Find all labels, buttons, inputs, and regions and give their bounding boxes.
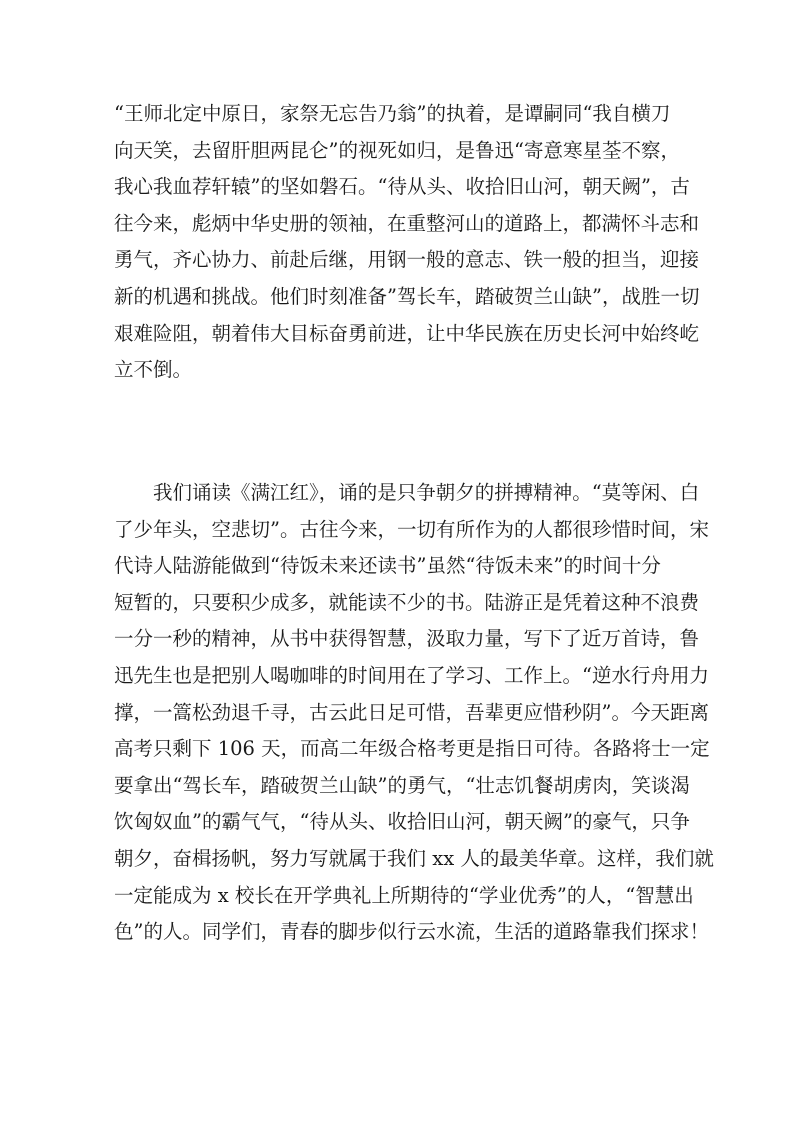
- paragraph-line: 撑，一篙松劲退千寻，古云此日足可惜，吾辈更应惜秒阴”。今天距离: [114, 700, 709, 724]
- paragraph-line: “王师北定中原日，家祭无忘告乃翁”的执着，是谭嗣同“我自横刀: [114, 102, 671, 125]
- paragraph-line: 要拿出“驾长车，踏破贺兰山缺”的勇气，“壮志饥餐胡虏肉，笑谈渴: [114, 773, 690, 797]
- paragraph-line: 我们诵读《满江红》，诵的是只争朝夕的拼搏精神。“莫等闲、白: [114, 481, 700, 504]
- paragraph-line: 了少年头，空悲切”。古往今来，一切有所作为的人都很珍惜时间，宋: [114, 517, 709, 541]
- paragraph-line: 代诗人陆游能做到“待饭未来还读书”虽然“待饭未来”的时间十分: [114, 554, 661, 578]
- paragraph-line: 色”的人。同学们，青春的脚步似行云水流，生活的道路靠我们探求！: [114, 920, 709, 944]
- paragraph-line: 艰难险阻，朝着伟大目标奋勇前进，让中华民族在历史长河中始终屹: [114, 321, 700, 345]
- paragraph-line: 向天笑，去留肝胆两昆仑”的视死如归，是鲁迅“寄意寒星荃不察，: [114, 138, 680, 162]
- paragraph-line: 一分一秒的精神，从书中获得智慧，汲取力量，写下了近万首诗，鲁: [114, 627, 700, 651]
- paragraph-line: 往今来，彪炳中华史册的领袖，在重整河山的道路上，都满怀斗志和: [114, 211, 700, 235]
- paragraph-1: [114, 96, 700, 389]
- paragraph-line: 饮匈奴血”的霸气气，“待从头、收拾旧山河，朝天阙”的豪气，只争: [114, 810, 690, 834]
- paragraph-line: 勇气，齐心协力、前赴后继，用钢一般的意志、铁一般的担当，迎接: [114, 248, 700, 272]
- paragraph-line: 我心我血荐轩辕”的坚如磐石。“待从头、收拾旧山河，朝天阙”，古: [114, 175, 690, 199]
- paragraph-line: 高考只剩下 106 天，而高二年级合格考更是指日可待。各路将士一定: [114, 737, 710, 761]
- paragraph-line: 短暂的，只要积少成多，就能读不少的书。陆游正是凭着这种不浪费: [114, 590, 700, 614]
- paragraph-line: 迅先生也是把别人喝咖啡的时间用在了学习、工作上。“逆水行舟用力: [114, 663, 709, 687]
- paragraph-line: 一定能成为 x 校长在开学典礼上所期待的“学业优秀”的人，“智慧出: [114, 883, 694, 907]
- paragraph-line: 新的机遇和挑战。他们时刻准备”驾长车，踏破贺兰山缺”，战胜一切: [114, 284, 700, 308]
- paragraph-2: [114, 475, 714, 951]
- paragraph-line: 立不倒。: [114, 358, 193, 382]
- paragraph-line: 朝夕，奋楫扬帆，努力写就属于我们 xx 人的最美华章。这样，我们就: [114, 846, 714, 870]
